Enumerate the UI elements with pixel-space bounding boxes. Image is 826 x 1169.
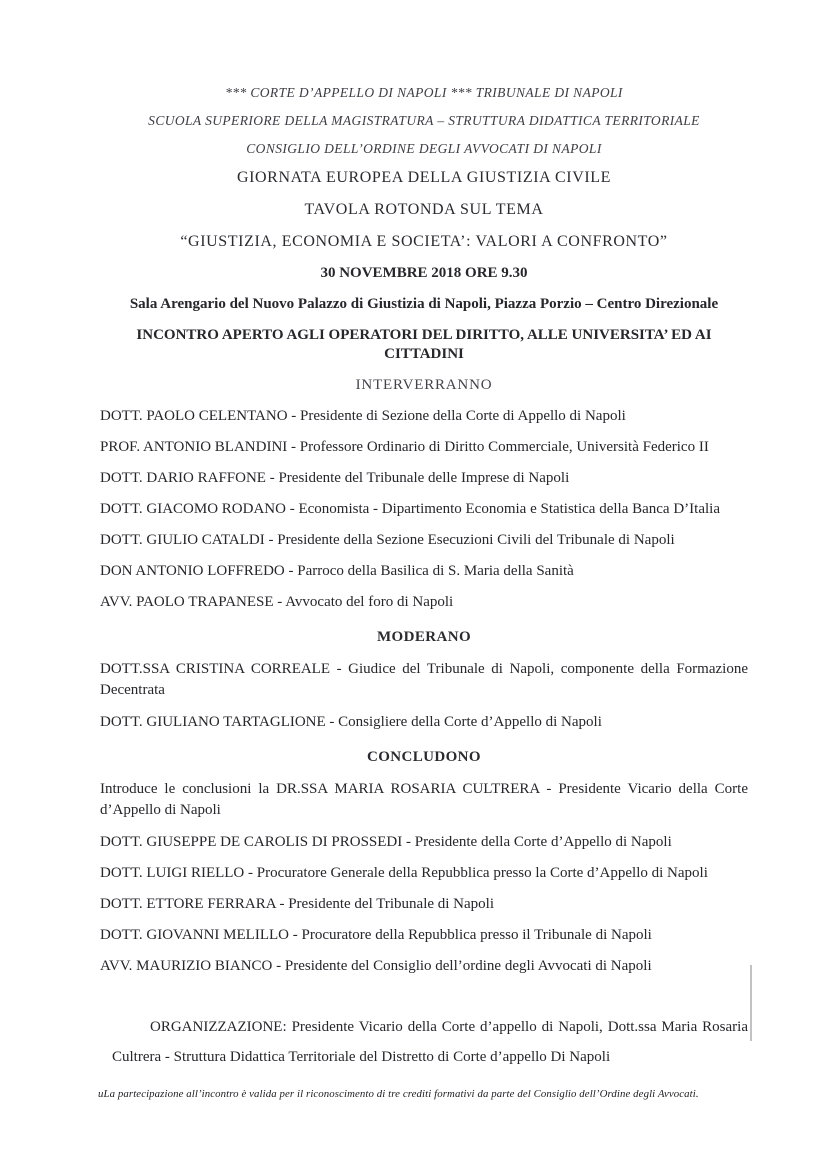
- speaker-de-carolis: DOTT. GIUSEPPE DE CAROLIS DI PROSSEDI - Presidente della Corte d’Appello di Napoli: [100, 834, 672, 850]
- speaker-rodano: DOTT. GIACOMO RODANO - Economista - Dipartimento Economia e Statistica della Banca D’Italia: [100, 501, 720, 517]
- speaker-celentano: DOTT. PAOLO CELENTANO - Presidente di Sezione della Corte di Appello di Napoli: [100, 408, 626, 424]
- speaker-riello: DOTT. LUIGI RIELLO - Procuratore Generale della Repubblica presso la Corte d’Appello di Napoli: [100, 865, 708, 881]
- header-line-scuola: SCUOLA SUPERIORE DELLA MAGISTRATURA – STRUTTURA DIDATTICA TERRITORIALE: [148, 113, 700, 128]
- scan-artifact-line: [750, 965, 752, 1041]
- speaker-loffredo: DON ANTONIO LOFFREDO - Parroco della Basilica di S. Maria della Sanità: [100, 563, 574, 579]
- event-datetime: 30 NOVEMBRE 2018 ORE 9.30: [320, 265, 528, 281]
- document-content: [100, 84, 748, 1100]
- header-line-courts: *** CORTE D’APPELLO DI NAPOLI *** TRIBUNALE DI NAPOLI: [225, 85, 623, 100]
- speaker-correale: DOTT.SSA CRISTINA CORREALE - Giudice del Tribunale di Napoli, componente della Formazione Decentrata: [100, 661, 748, 698]
- event-title: GIORNATA EUROPEA DELLA GIUSTIZIA CIVILE: [236, 169, 612, 186]
- event-theme: “GIUSTIZIA, ECONOMIA E SOCIETA’: VALORI A CONFRONTO”: [180, 233, 668, 250]
- section-heading-moderano: MODERANO: [376, 629, 472, 645]
- speaker-bianco: AVV. MAURIZIO BIANCO - Presidente del Consiglio dell’ordine degli Avvocati di Napoli: [100, 958, 652, 974]
- speaker-trapanese: AVV. PAOLO TRAPANESE - Avvocato del foro di Napoli: [100, 594, 454, 610]
- speaker-melillo: DOTT. GIOVANNI MELILLO - Procuratore della Repubblica presso il Tribunale di Napoli: [100, 927, 652, 943]
- footnote-credits: uLa partecipazione all’incontro è valida per il riconoscimento di tre crediti formativi da parte del Consiglio dell’Ordine degli Avvocati.: [98, 1088, 699, 1100]
- section-heading-concludono: CONCLUDONO: [366, 749, 481, 765]
- event-subtitle: TAVOLA ROTONDA SUL TEMA: [304, 201, 544, 218]
- organization-paragraph: ORGANIZZAZIONE: Presidente Vicario della Corte d’appello di Napoli, Dott.ssa Maria Rosaria Cultrera - Struttura Didattica Territoriale del Distretto di Corte d’appello Di Napoli: [112, 1019, 748, 1065]
- header-line-consiglio: CONSIGLIO DELL’ORDINE DEGLI AVVOCATI DI NAPOLI: [246, 141, 602, 156]
- speaker-cultrera: Introduce le conclusioni la DR.SSA MARIA ROSARIA CULTRERA - Presidente Vicario della Corte d’Appello di Napoli: [100, 781, 748, 818]
- event-location: Sala Arengario del Nuovo Palazzo di Giustizia di Napoli, Piazza Porzio – Centro Direzionale: [129, 296, 719, 312]
- speaker-blandini: PROF. ANTONIO BLANDINI - Professore Ordinario di Diritto Commerciale, Università Federico II: [100, 439, 709, 455]
- section-heading-interverranno: INTERVERRANNO: [355, 377, 493, 393]
- speaker-raffone: DOTT. DARIO RAFFONE - Presidente del Tribunale delle Imprese di Napoli: [100, 470, 570, 486]
- speaker-cataldi: DOTT. GIULIO CATALDI - Presidente della Sezione Esecuzioni Civili del Tribunale di Napoli: [100, 532, 675, 548]
- speaker-ferrara: DOTT. ETTORE FERRARA - Presidente del Tribunale di Napoli: [100, 896, 495, 912]
- speaker-tartaglione: DOTT. GIULIANO TARTAGLIONE - Consigliere della Corte d’Appello di Napoli: [100, 714, 602, 730]
- event-audience: INCONTRO APERTO AGLI OPERATORI DEL DIRITTO, ALLE UNIVERSITA’ ED AI CITTADINI: [136, 327, 712, 362]
